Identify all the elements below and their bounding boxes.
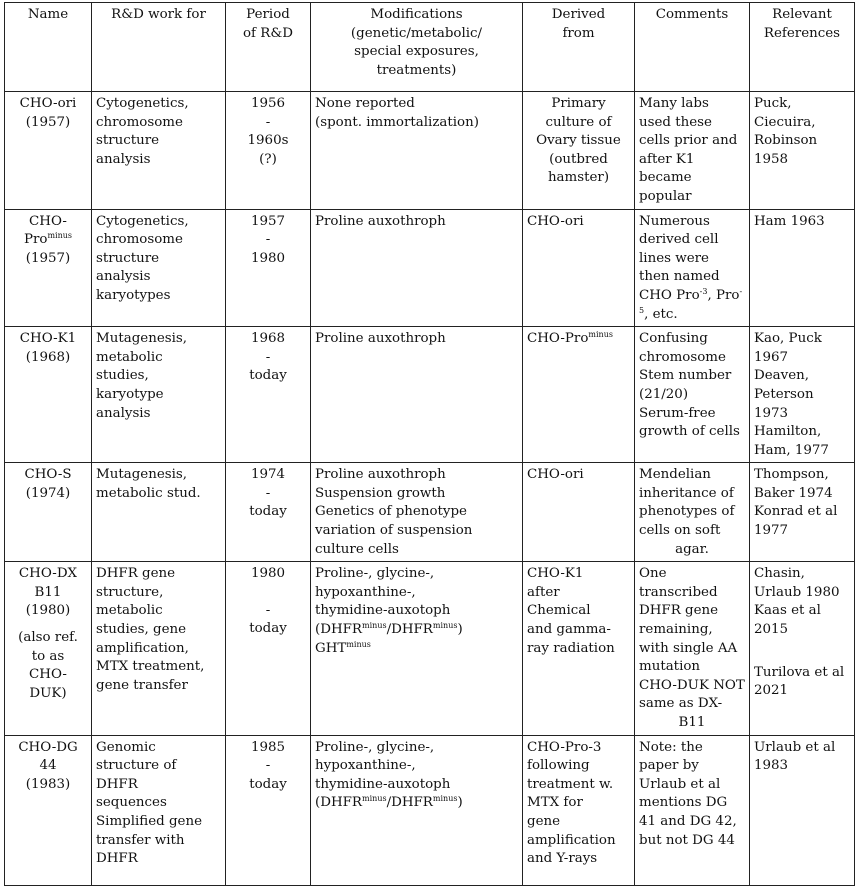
cell-text: Mutagenesis,: [96, 467, 188, 483]
cell-text: ): [457, 795, 463, 811]
cell-text: Confusing: [639, 331, 708, 347]
cell-comments: [635, 735, 750, 885]
cell-text: Genomic: [96, 739, 156, 755]
cell-comments: [635, 463, 750, 562]
header-modifications: [311, 3, 523, 92]
cell-text: Simplified gene: [96, 813, 203, 829]
cell-comments: [635, 209, 750, 327]
cell-derived: [523, 327, 635, 463]
cell-text: DHFR: [96, 851, 138, 867]
cell-text: Turilova et al: [754, 664, 845, 680]
cell-text: phenotypes of: [639, 504, 735, 520]
cell-text: Hamilton,: [754, 424, 822, 440]
cell-text: , Pro: [707, 287, 740, 303]
cell-name: [5, 735, 92, 885]
cell-text: treatment w.: [527, 776, 614, 792]
cell-derived: [523, 735, 635, 885]
cell-text: /DHFR: [386, 622, 433, 638]
cell-text: CHO-DG: [18, 739, 78, 755]
cell-modifications: [311, 562, 523, 735]
cell-text: transcribed: [639, 584, 718, 600]
cell-comments: [635, 327, 750, 463]
table-row: [5, 327, 855, 463]
cell-text: Chasin,: [754, 566, 805, 582]
cell-text: hypoxanthine-,: [315, 584, 416, 600]
cell-text: after: [527, 584, 560, 600]
cell-references: [750, 735, 855, 885]
cell-text: analysis: [96, 151, 151, 167]
cell-text: karyotype: [96, 386, 164, 402]
cell-text: [639, 287, 745, 306]
cell-text: (1968): [25, 349, 71, 365]
cell-text: hamster): [547, 170, 610, 186]
cell-comments: [635, 562, 750, 735]
cell-text: to as: [31, 648, 65, 664]
cell-text: CHO-: [29, 213, 67, 229]
cell-text: studies,: [96, 368, 149, 384]
cell-text: growth of cells: [639, 424, 740, 440]
cell-text: B11: [678, 715, 706, 730]
cell-modifications: [311, 463, 523, 562]
cell-text: then named: [639, 269, 720, 285]
cell-text: Proline-, glycine-,: [315, 566, 435, 582]
cell-text: Puck,: [754, 96, 792, 111]
cell-text: DHFR: [96, 776, 138, 792]
cell-text: with single AA: [639, 640, 738, 656]
cell-text: -: [265, 485, 271, 501]
cell-text: 1973: [754, 405, 789, 421]
cell-text: Proline-, glycine-,: [315, 739, 435, 755]
cell-text: cells on soft: [639, 523, 721, 539]
cell-period: [226, 92, 311, 210]
cell-text: CHO-DUK NOT: [639, 677, 745, 693]
superscript: minus: [47, 231, 73, 241]
header-row: [5, 3, 855, 92]
cell-text: today: [249, 368, 287, 384]
cell-text: Peterson: [754, 386, 814, 402]
cell-derived: [523, 209, 635, 327]
cell-modifications: [311, 92, 523, 210]
cell-work: [92, 735, 226, 885]
cell-text: 44: [39, 758, 57, 774]
cell-period: [226, 463, 311, 562]
cell-derived: [523, 463, 635, 562]
cell-text: today: [249, 504, 287, 520]
cell-text: (also ref.: [18, 630, 78, 646]
cell-text: 1958: [754, 151, 789, 167]
cell-text: Chemical: [527, 603, 591, 619]
cell-text: One: [639, 566, 667, 582]
cell-name: [5, 92, 92, 210]
superscript: minus: [432, 794, 458, 804]
header-text: References: [763, 25, 841, 41]
cell-text: Note: the: [639, 739, 703, 755]
cell-derived: [523, 92, 635, 210]
cell-text: -: [265, 349, 271, 365]
cell-text: (21/20): [639, 386, 689, 402]
cell-text: DUK): [29, 685, 67, 701]
superscript: minus: [588, 330, 613, 340]
cell-text: gene: [527, 813, 561, 829]
cell-text: Cytogenetics,: [96, 96, 189, 111]
cell-text: (spont. immortalization): [315, 114, 479, 130]
cell-text: metabolic stud.: [96, 485, 201, 501]
cell-text: sequences: [96, 795, 167, 811]
cell-text: Many labs: [639, 96, 709, 111]
cell-text: Stem number: [639, 368, 732, 384]
header-text: of R&D: [242, 25, 293, 41]
cell-text: CHO-Pro: [527, 331, 589, 347]
table-row: [5, 562, 855, 735]
cell-text: but not DG 44: [639, 832, 735, 848]
cell-text: GHT: [315, 640, 347, 656]
cell-text: -: [265, 114, 271, 130]
cell-text: thymidine-auxotoph: [315, 776, 451, 792]
cell-text: analysis: [96, 405, 151, 421]
cell-text: [639, 306, 745, 325]
table-row: [5, 735, 855, 885]
cell-text: popular: [639, 188, 692, 204]
cell-references: [750, 327, 855, 463]
cell-text: (1957): [25, 114, 71, 130]
cell-text: chromosome: [639, 349, 726, 365]
cell-text: and Y-rays: [527, 851, 598, 867]
cell-period: [226, 209, 311, 327]
cell-text: -: [265, 602, 271, 618]
cell-text: 1968: [250, 331, 286, 347]
cell-text: Kaas et al: [754, 603, 821, 619]
header-text: from: [562, 25, 595, 41]
header-text: Relevant: [772, 7, 832, 22]
cell-text: hypoxanthine-,: [315, 758, 416, 774]
cell-text: and gamma-: [527, 622, 611, 638]
superscript: minus: [432, 621, 458, 631]
cell-text: 1960s: [247, 133, 289, 149]
cell-text: today: [249, 621, 287, 637]
cell-text: , etc.: [644, 306, 678, 322]
cell-text: metabolic: [96, 349, 163, 365]
cell-text: CHO-Pro-3: [527, 739, 602, 755]
cell-text: Proline auxothroph: [315, 213, 446, 229]
cell-modifications: [311, 327, 523, 463]
cell-text: following: [527, 758, 590, 774]
cell-text: CHO-ori: [527, 213, 584, 229]
superscript: 5: [639, 305, 645, 315]
cell-text: thymidine-auxotoph: [315, 603, 451, 619]
cell-text: CHO-ori: [19, 96, 77, 111]
cell-period: [226, 327, 311, 463]
cell-text: mentions DG: [639, 795, 728, 811]
cell-text: 1985: [250, 739, 286, 755]
cell-text: agar.: [675, 541, 709, 557]
cell-text: DHFR gene: [639, 603, 719, 619]
cell-text: remaining,: [639, 622, 713, 638]
header-text: Comments: [655, 7, 729, 22]
header-references: [750, 3, 855, 92]
cell-text: Ciecuira,: [754, 114, 816, 130]
header-period: [226, 3, 311, 92]
cell-name: [5, 562, 92, 735]
cell-text: 1967: [754, 349, 789, 365]
cell-period: [226, 735, 311, 885]
cell-name: [5, 327, 92, 463]
table-row: [5, 92, 855, 210]
cell-text: CHO-K1: [527, 566, 584, 582]
cell-text: (?): [259, 151, 277, 167]
cell-text: ray radiation: [527, 640, 615, 656]
cell-text: Proline auxothroph: [315, 331, 446, 347]
cho-cell-lines-table: [4, 2, 855, 886]
cell-text: Serum-free: [639, 405, 716, 421]
cell-text: Urlaub 1980: [754, 584, 840, 600]
cell-text: (1957): [25, 250, 71, 266]
cell-text: 1983: [754, 758, 789, 774]
cell-text: 1980: [250, 566, 286, 582]
spacer: [230, 584, 306, 602]
cell-text: chromosome: [96, 114, 183, 130]
superscript: minus: [362, 621, 387, 631]
cell-text: metabolic: [96, 603, 163, 619]
cell-text: -: [265, 232, 271, 248]
cell-text: culture of: [545, 114, 612, 130]
cell-text: structure: [96, 250, 160, 266]
cell-text: [527, 330, 630, 349]
cell-text: structure of: [96, 758, 177, 774]
cell-text: Thompson,: [754, 467, 829, 483]
cell-text: variation of suspension: [315, 523, 473, 539]
cell-text: derived cell: [639, 232, 719, 248]
cell-text: analysis: [96, 269, 151, 285]
cell-comments: [635, 92, 750, 210]
superscript: -: [739, 286, 743, 296]
cell-name: [5, 209, 92, 327]
cell-text: DHFR gene: [96, 566, 176, 582]
cell-text: MTX treatment,: [96, 659, 205, 675]
cell-references: [750, 92, 855, 210]
cell-text: None reported: [315, 96, 415, 111]
superscript: minus: [346, 639, 371, 649]
header-text: R&D work for: [111, 7, 206, 22]
cell-text: -: [265, 758, 271, 774]
cell-text: 2015: [754, 622, 789, 638]
cell-text: used these: [639, 114, 712, 130]
cell-text: same as DX-: [639, 696, 723, 712]
cell-modifications: [311, 735, 523, 885]
cell-text: 1956: [250, 96, 286, 111]
cell-text: B11: [34, 584, 62, 600]
cell-text: after K1: [639, 151, 695, 167]
cell-text: Mutagenesis,: [96, 331, 188, 347]
cell-text: CHO-: [29, 667, 67, 683]
cell-text: [315, 794, 518, 813]
cell-text: structure,: [96, 584, 164, 600]
cell-text: ): [457, 622, 463, 638]
cell-work: [92, 327, 226, 463]
cell-text: Kao, Puck: [754, 331, 822, 347]
cell-text: today: [249, 776, 287, 792]
cell-text: 1980: [250, 250, 286, 266]
cell-text: CHO-DX: [18, 566, 78, 582]
cell-text: 1957: [250, 213, 286, 229]
header-text: Derived: [551, 7, 606, 22]
cell-text: Ham, 1977: [754, 442, 829, 458]
cell-text: (outbred: [549, 151, 608, 167]
cell-text: /DHFR: [386, 795, 433, 811]
header-comments: [635, 3, 750, 92]
cell-text: became: [639, 170, 692, 186]
cell-references: [750, 209, 855, 327]
cell-work: [92, 562, 226, 735]
cell-text: Robinson: [754, 133, 818, 149]
cell-text: [315, 640, 518, 659]
cell-period: [226, 562, 311, 735]
header-text: special exposures,: [354, 44, 479, 60]
cell-text: Ham 1963: [754, 213, 825, 229]
cell-text: karyotypes: [96, 287, 171, 303]
header-derived: [523, 3, 635, 92]
header-text: Modifications: [370, 7, 463, 22]
header-name: [5, 3, 92, 92]
cell-text: Deaven,: [754, 368, 810, 384]
cell-text: 1977: [754, 523, 789, 539]
table-row: [5, 209, 855, 327]
cell-modifications: [311, 209, 523, 327]
cell-text: CHO-S: [24, 467, 72, 483]
cell-text: Numerous: [639, 213, 710, 229]
header-text: Name: [27, 7, 69, 22]
cell-text: (1983): [25, 776, 71, 792]
cell-references: [750, 562, 855, 735]
cell-text: (1974): [25, 485, 71, 501]
table-row: [5, 463, 855, 562]
superscript: -3: [699, 286, 708, 296]
cell-text: CHO-K1: [19, 331, 77, 347]
cell-text: 1974: [250, 467, 286, 483]
cell-text: Urlaub et al: [639, 776, 721, 792]
cell-text: Baker 1974: [754, 485, 833, 501]
cell-text: Genetics of phenotype: [315, 504, 467, 520]
header-text: Period: [246, 7, 290, 22]
cell-text: [9, 231, 87, 250]
cell-text: (1980): [25, 603, 71, 619]
cell-text: lines were: [639, 250, 709, 266]
cell-text: Proline auxothroph: [315, 467, 446, 483]
cell-derived: [523, 562, 635, 735]
cell-text: Cytogenetics,: [96, 213, 189, 229]
cell-text: amplification,: [96, 640, 189, 656]
header-text: (genetic/metabolic/: [350, 25, 483, 41]
cell-work: [92, 209, 226, 327]
cell-text: Mendelian: [639, 467, 711, 483]
header-text: treatments): [376, 62, 457, 78]
cell-text: Pro: [23, 232, 48, 248]
cell-text: Ovary tissue: [536, 133, 621, 149]
cell-text: transfer with: [96, 832, 185, 848]
cell-text: CHO Pro: [639, 287, 700, 303]
cell-text: Suspension growth: [315, 485, 446, 501]
cell-text: cells prior and: [639, 133, 738, 149]
cell-text: structure: [96, 133, 160, 149]
cell-references: [750, 463, 855, 562]
cell-work: [92, 463, 226, 562]
header-work: [92, 3, 226, 92]
cell-text: [315, 621, 518, 640]
cell-text: (DHFR: [315, 795, 363, 811]
cell-text: Urlaub et al: [754, 739, 836, 755]
cell-text: amplification: [527, 832, 616, 848]
cell-text: gene transfer: [96, 677, 188, 693]
cell-text: mutation: [639, 659, 701, 675]
cell-text: chromosome: [96, 232, 183, 248]
cell-text: inheritance of: [639, 485, 734, 501]
cell-text: culture cells: [315, 541, 399, 557]
cell-text: 41 and DG 42,: [639, 813, 737, 829]
superscript: minus: [362, 794, 387, 804]
cell-text: CHO-ori: [527, 467, 584, 483]
cell-work: [92, 92, 226, 210]
cell-text: (DHFR: [315, 622, 363, 638]
cell-text: MTX for: [527, 795, 583, 811]
cell-text: Primary: [551, 96, 606, 111]
cell-text: Konrad et al: [754, 504, 838, 520]
cell-text: studies, gene: [96, 622, 187, 638]
cell-text: paper by: [639, 758, 699, 774]
cell-name: [5, 463, 92, 562]
cell-text: 2021: [754, 683, 789, 699]
